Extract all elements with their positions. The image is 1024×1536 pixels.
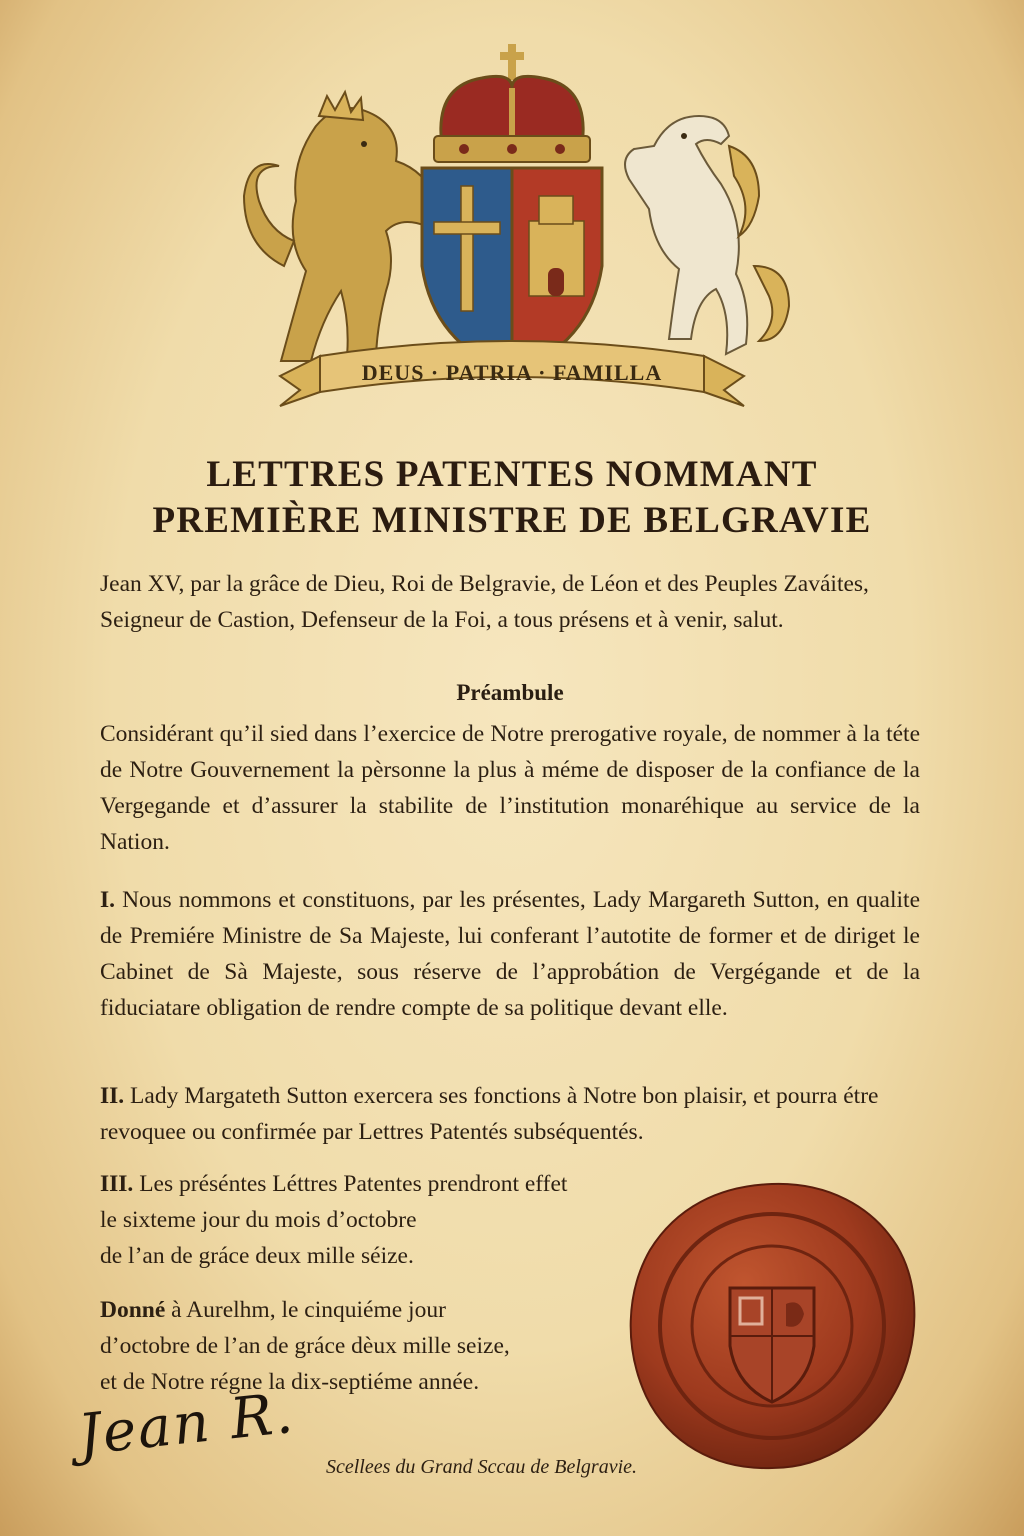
horse-supporter xyxy=(625,116,789,354)
lion-supporter xyxy=(244,92,436,366)
given-label: Donné xyxy=(100,1297,166,1323)
title-line-1: LETTRES PATENTES NOMMANT xyxy=(206,454,818,495)
dating-clause xyxy=(100,1292,620,1400)
article-text: Nous nommons et constituons, par les présentes, Lady Margareth Sutton, en qualite de Premiére Ministre de Sa Majeste, lui conferant l’autotite de former et de diriget le Cabinet de Sà Majeste, sous réserve de l’approbátion de Vergégande et de la fiduciatare obligation de rendre compte de sa politique devant elle. xyxy=(100,887,921,1021)
article-number: III. xyxy=(100,1171,134,1197)
preamble-heading: Préambule xyxy=(456,680,564,705)
document-title xyxy=(60,452,964,544)
article-line: le sixteme jour du mois d’octobre xyxy=(100,1207,417,1233)
royal-salutation: Jean XV, par la grâce de Dieu, Roi de Belgravie, de Léon et des Peuples Zaváites, Seigneur de Castion, Defenseur de la Foi, a tous présens et à venir, salut. xyxy=(100,571,869,633)
article-3 xyxy=(100,1166,660,1274)
given-line: et de Notre régne la dix-septiéme année. xyxy=(100,1369,480,1395)
given-line: à Aurelhm, le cinquiéme jour xyxy=(171,1297,446,1323)
preamble-text: Considérant qu’il sied dans l’exercice de Notre prerogative royale, de nommer à la téte de Notre Gouvernement la pèrsonne la plus à méme de disposer de la confiance de la Vergegande et d’assurer la stabilite de l’institution monaréhique au service de la Nation. xyxy=(100,721,920,855)
given-line: d’octobre de l’an de gráce dèux mille seize, xyxy=(100,1333,510,1359)
wax-seal-image xyxy=(622,1176,922,1476)
article-number: II. xyxy=(100,1083,125,1109)
crown-icon xyxy=(434,44,590,162)
article-line: Les préséntes Léttres Patentes prendront effet xyxy=(139,1171,568,1197)
title-line-2: PREMIÈRE MINISTRE DE BELGRAVIE xyxy=(152,500,872,541)
article-number: I. xyxy=(100,887,116,913)
article-2 xyxy=(100,1078,920,1150)
article-line: de l’an de gráce deux mille séize. xyxy=(100,1243,414,1269)
motto-text: DEUS · PATRIA · FAMILLA xyxy=(361,360,663,385)
seal-caption: Scellees du Grand Sccau de Belgravie. xyxy=(326,1456,638,1478)
royal-signature: Jean R. xyxy=(75,1380,298,1469)
coat-of-arms-image xyxy=(224,36,800,416)
article-1 xyxy=(100,882,920,1026)
article-text: Lady Margateth Sutton exercera ses fonctions à Notre bon plaisir, et pourra étre revoquee ou confirmée par Lettres Patentés subséquentés. xyxy=(100,1083,879,1145)
motto-ribbon xyxy=(280,341,744,406)
